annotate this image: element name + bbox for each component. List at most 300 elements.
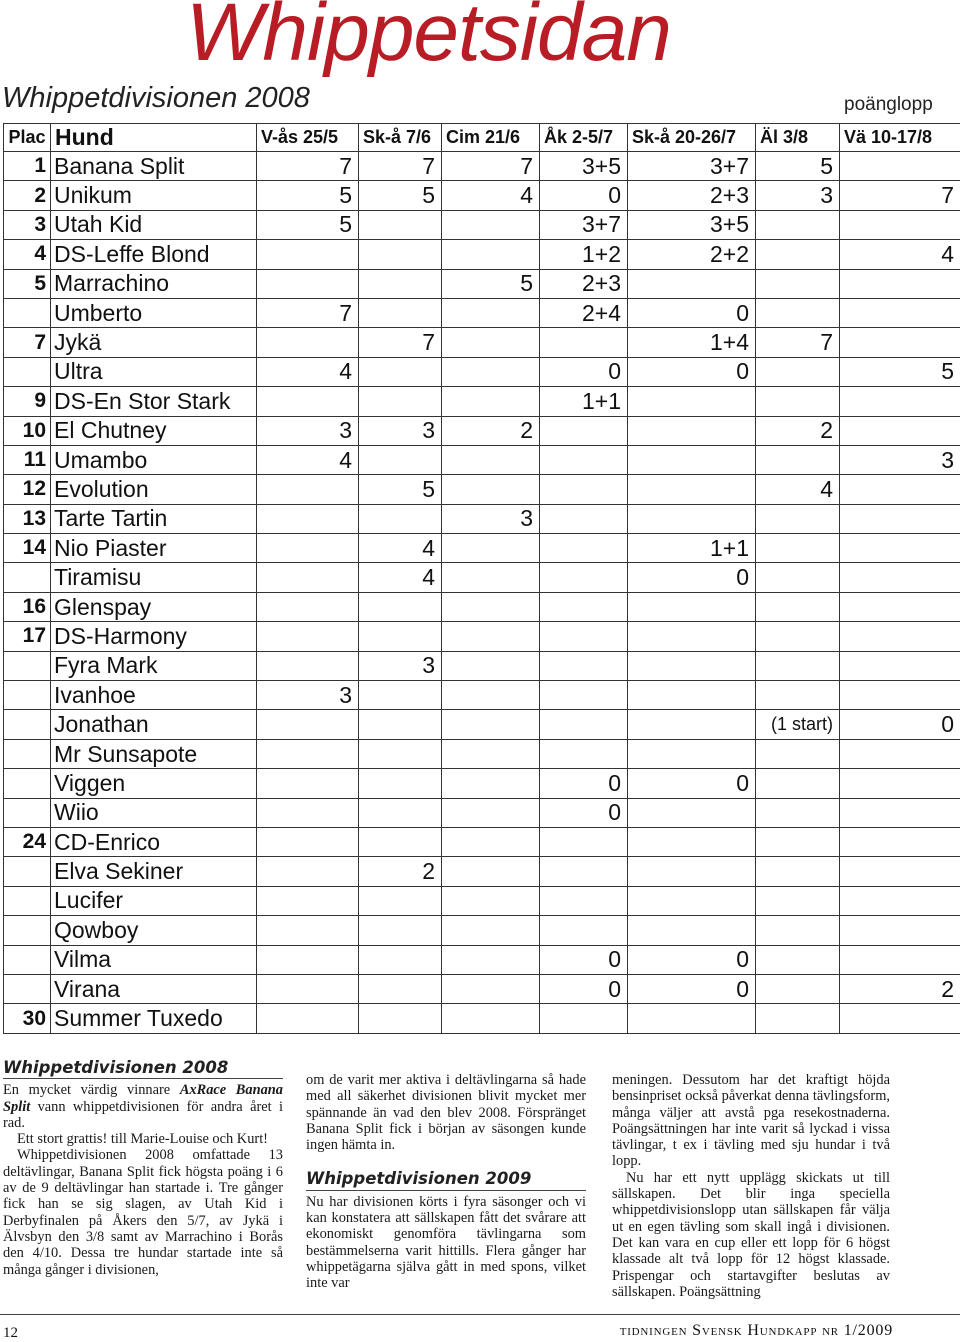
table-row <box>4 504 960 533</box>
table-row <box>4 387 960 416</box>
table-row <box>4 298 960 327</box>
table-row <box>4 886 960 915</box>
score-cell: 2 <box>442 416 540 445</box>
score-cell <box>756 886 840 915</box>
score-cell <box>628 416 756 445</box>
table-row <box>4 798 960 827</box>
score-cell: 3 <box>442 504 540 533</box>
score-cell <box>628 916 756 945</box>
score-cell <box>540 916 628 945</box>
score-cell <box>840 269 960 298</box>
score-cell: 7 <box>257 298 359 327</box>
score-cell <box>540 739 628 768</box>
dog-name-cell: Marrachino <box>51 269 257 298</box>
score-cell <box>756 445 840 474</box>
score-cell <box>359 298 442 327</box>
table-row <box>4 681 960 710</box>
score-cell <box>540 416 628 445</box>
score-cell <box>628 1004 756 1033</box>
score-cell: 3 <box>840 445 960 474</box>
page-subtitle: Whippetdivisionen 2008 <box>2 82 310 114</box>
score-cell <box>257 563 359 592</box>
score-cell <box>540 681 628 710</box>
dog-name-cell: Mr Sunsapote <box>51 739 257 768</box>
score-cell <box>442 974 540 1003</box>
article-column-1 <box>3 1060 283 1278</box>
text-run: En mycket värdig vinnare <box>3 1082 180 1099</box>
publication-name: tidningen Svensk Hundkapp nr 1/2009 <box>619 1322 893 1339</box>
masthead-title: Whippetsidan <box>186 0 671 78</box>
table-row <box>4 916 960 945</box>
column-header: V-ås 25/5 <box>257 124 359 152</box>
score-cell: 2+3 <box>628 181 756 210</box>
score-cell: 2 <box>840 974 960 1003</box>
column-header: Hund <box>51 124 257 152</box>
score-cell <box>840 152 960 181</box>
score-cell <box>359 504 442 533</box>
score-cell: 3+7 <box>540 210 628 239</box>
score-cell <box>756 387 840 416</box>
placement-cell: 4 <box>4 240 51 269</box>
article-heading: Whippetdivisionen 2009 <box>306 1171 586 1190</box>
article-heading: Whippetdivisionen 2008 <box>3 1060 283 1079</box>
score-cell <box>756 827 840 856</box>
placement-cell: 3 <box>4 210 51 239</box>
table-row <box>4 739 960 768</box>
score-cell: 0 <box>540 357 628 386</box>
score-cell <box>359 974 442 1003</box>
score-cell <box>628 387 756 416</box>
score-cell: 2+3 <box>540 269 628 298</box>
article-paragraph: meningen. Dessutom har det kraftigt höjda bensinpriset också påverkat denna tävlingsform, många väljer att avstå pga resekostnaderna. Poängsättningen har inte varit så lyckad i vissa tävlingar, t ex i tävling med sju hundar i två lopp. <box>612 1072 890 1170</box>
dog-name-cell: Nio Piaster <box>51 534 257 563</box>
score-cell <box>359 387 442 416</box>
score-cell: 0 <box>540 798 628 827</box>
score-cell <box>840 475 960 504</box>
score-cell <box>442 681 540 710</box>
placement-cell <box>4 710 51 739</box>
table-row <box>4 328 960 357</box>
column-header: Plac <box>4 124 51 152</box>
score-cell <box>756 974 840 1003</box>
score-cell <box>540 827 628 856</box>
placement-cell <box>4 563 51 592</box>
score-cell <box>756 798 840 827</box>
score-cell <box>628 445 756 474</box>
score-cell <box>540 328 628 357</box>
score-cell <box>840 416 960 445</box>
score-cell <box>756 592 840 621</box>
table-row <box>4 416 960 445</box>
column-header: Vä 10-17/8 <box>840 124 960 152</box>
score-cell <box>628 622 756 651</box>
score-cell <box>756 504 840 533</box>
score-cell: 0 <box>840 710 960 739</box>
score-cell <box>257 622 359 651</box>
dog-name-cell: Fyra Mark <box>51 651 257 680</box>
score-cell: 7 <box>359 152 442 181</box>
placement-cell <box>4 769 51 798</box>
table-row <box>4 857 960 886</box>
score-cell: 3 <box>359 416 442 445</box>
table-row <box>4 769 960 798</box>
score-cell <box>257 534 359 563</box>
table-row <box>4 651 960 680</box>
dog-name-cell: Wiio <box>51 798 257 827</box>
dog-name-cell: Banana Split <box>51 152 257 181</box>
table-row <box>4 152 960 181</box>
score-cell: 0 <box>628 357 756 386</box>
placement-cell <box>4 945 51 974</box>
score-cell <box>540 563 628 592</box>
table-row <box>4 240 960 269</box>
table-row <box>4 945 960 974</box>
score-cell <box>628 681 756 710</box>
score-cell <box>257 1004 359 1033</box>
score-cell: 5 <box>840 357 960 386</box>
score-cell <box>359 945 442 974</box>
dog-name-cell: Jonathan <box>51 710 257 739</box>
table-row <box>4 475 960 504</box>
dog-name-cell: Utah Kid <box>51 210 257 239</box>
dog-name-cell: El Chutney <box>51 416 257 445</box>
table-row <box>4 181 960 210</box>
column-header: Cim 21/6 <box>442 124 540 152</box>
score-cell <box>359 710 442 739</box>
article-paragraph: Nu har divisionen körts i fyra säsonger och vi kan konstatera att sällskapen fått det svårare att ekonomiskt genomföra tävlingarna som bestämmelserna varit hittills. Flera gånger har whippetägarna själva gått in med spons, vilket inte var <box>306 1193 586 1292</box>
score-cell: 4 <box>442 181 540 210</box>
score-cell <box>840 534 960 563</box>
score-cell: 5 <box>359 181 442 210</box>
score-cell <box>840 504 960 533</box>
score-cell: 4 <box>840 240 960 269</box>
article-paragraph: Nu har ett nytt upplägg skickats ut till sällskapen. Det blir inga speciella whippetdivisionslopp utan sällskapen får välja ut en egen tävling som skall ingå i divisionen. Det kan vara en cup eller ett lopp för 6 högst klassade alt två lopp för 12 högst klassade. Prispengar och startavgifter beslutas av sällskapen. Poängsättning <box>612 1169 890 1300</box>
score-cell <box>442 475 540 504</box>
score-cell <box>756 210 840 239</box>
score-cell <box>840 827 960 856</box>
dog-name-cell: CD-Enrico <box>51 827 257 856</box>
score-cell <box>756 622 840 651</box>
score-cell <box>442 622 540 651</box>
score-cell: 3+5 <box>540 152 628 181</box>
score-cell <box>840 622 960 651</box>
score-cell: 3 <box>359 651 442 680</box>
score-cell <box>442 387 540 416</box>
score-cell <box>257 857 359 886</box>
placement-cell <box>4 857 51 886</box>
placement-cell: 16 <box>4 592 51 621</box>
score-cell <box>756 916 840 945</box>
score-cell <box>257 886 359 915</box>
placement-cell: 11 <box>4 445 51 474</box>
score-cell <box>359 739 442 768</box>
dog-name-cell: DS-Leffe Blond <box>51 240 257 269</box>
score-cell <box>840 798 960 827</box>
score-cell <box>756 240 840 269</box>
score-cell: 4 <box>257 445 359 474</box>
placement-cell: 7 <box>4 328 51 357</box>
score-cell: 0 <box>628 945 756 974</box>
article-column-2 <box>306 1072 586 1292</box>
score-cell <box>756 357 840 386</box>
article-paragraph: Whippetdivisionen 2008 omfattade 13 deltävlingar, Banana Split fick högsta poäng i 6 av de 9 deltävlingar han startade i. Tre gånger fick han se sig slagen, av Utah Kid i Derbyfinalen på Åkers den 5/7, av Jykä i Älvsbyn den 3/8 samt av Marrachino i Borås den 4/10. Dessa tre hundar startade inte så många gånger i divisionen, <box>3 1147 283 1278</box>
placement-cell: 10 <box>4 416 51 445</box>
score-cell <box>359 240 442 269</box>
score-cell <box>628 651 756 680</box>
score-cell <box>540 857 628 886</box>
score-cell: 0 <box>628 298 756 327</box>
column-header: Åk 2-5/7 <box>540 124 628 152</box>
score-cell <box>756 681 840 710</box>
score-cell <box>442 210 540 239</box>
score-cell <box>540 651 628 680</box>
page-number: 12 <box>3 1325 18 1341</box>
score-cell <box>756 651 840 680</box>
score-cell: 1+1 <box>540 387 628 416</box>
score-cell: 4 <box>257 357 359 386</box>
score-cell <box>257 769 359 798</box>
article-paragraph: Ett stort grattis! till Marie-Louise och Kurt! <box>17 1131 268 1148</box>
score-cell <box>442 563 540 592</box>
score-cell <box>628 798 756 827</box>
score-cell <box>756 739 840 768</box>
emphasis-text: AxRace Banana Split <box>3 1082 284 1115</box>
score-cell: 7 <box>257 152 359 181</box>
score-cell <box>257 974 359 1003</box>
score-cell <box>257 269 359 298</box>
score-cell <box>442 886 540 915</box>
score-cell <box>628 857 756 886</box>
table-row <box>4 710 960 739</box>
score-cell: 7 <box>756 328 840 357</box>
placement-cell <box>4 651 51 680</box>
score-cell <box>359 592 442 621</box>
table-body <box>4 152 960 1034</box>
score-cell <box>257 827 359 856</box>
placement-cell <box>4 739 51 768</box>
score-cell <box>257 710 359 739</box>
score-cell <box>540 886 628 915</box>
score-cell: 2+4 <box>540 298 628 327</box>
table-row <box>4 534 960 563</box>
score-cell <box>840 563 960 592</box>
placement-cell: 14 <box>4 534 51 563</box>
score-cell <box>628 739 756 768</box>
score-cell <box>756 269 840 298</box>
score-cell <box>840 916 960 945</box>
score-cell <box>840 886 960 915</box>
score-cell: 2 <box>756 416 840 445</box>
dog-name-cell: DS-Harmony <box>51 622 257 651</box>
table-row <box>4 974 960 1003</box>
results-table <box>3 123 960 1034</box>
placement-cell <box>4 974 51 1003</box>
placement-cell: 17 <box>4 622 51 651</box>
table-row <box>4 563 960 592</box>
score-cell: 7 <box>442 152 540 181</box>
score-cell: 5 <box>257 181 359 210</box>
score-cell <box>756 534 840 563</box>
score-cell: 5 <box>756 152 840 181</box>
score-cell <box>442 827 540 856</box>
score-cell <box>442 798 540 827</box>
score-cell: 3 <box>257 416 359 445</box>
score-cell: 3 <box>257 681 359 710</box>
score-cell: 4 <box>359 563 442 592</box>
dog-name-cell: Tarte Tartin <box>51 504 257 533</box>
score-cell <box>628 269 756 298</box>
placement-cell: 9 <box>4 387 51 416</box>
dog-name-cell: Evolution <box>51 475 257 504</box>
column-header: Sk-å 7/6 <box>359 124 442 152</box>
score-cell <box>840 592 960 621</box>
score-cell <box>257 328 359 357</box>
score-cell <box>359 1004 442 1033</box>
placement-cell <box>4 298 51 327</box>
table-row <box>4 592 960 621</box>
score-cell: 1+2 <box>540 240 628 269</box>
score-cell: 5 <box>359 475 442 504</box>
score-cell <box>442 769 540 798</box>
score-cell <box>359 769 442 798</box>
score-cell: (1 start) <box>756 710 840 739</box>
score-cell <box>840 387 960 416</box>
score-cell <box>840 1004 960 1033</box>
column-header: Äl 3/8 <box>756 124 840 152</box>
score-cell <box>628 886 756 915</box>
dog-name-cell: Tiramisu <box>51 563 257 592</box>
placement-cell <box>4 916 51 945</box>
score-cell <box>628 592 756 621</box>
score-cell: 0 <box>540 769 628 798</box>
dog-name-cell: Umambo <box>51 445 257 474</box>
score-cell <box>257 798 359 827</box>
score-cell: 0 <box>628 974 756 1003</box>
score-cell: 3+5 <box>628 210 756 239</box>
dog-name-cell: Summer Tuxedo <box>51 1004 257 1033</box>
table-row <box>4 357 960 386</box>
score-cell <box>756 298 840 327</box>
score-cell: 2+2 <box>628 240 756 269</box>
dog-name-cell: Elva Sekiner <box>51 857 257 886</box>
score-cell <box>840 857 960 886</box>
placement-cell <box>4 886 51 915</box>
placement-cell: 12 <box>4 475 51 504</box>
dog-name-cell: Vilma <box>51 945 257 974</box>
score-cell <box>756 1004 840 1033</box>
score-cell <box>840 739 960 768</box>
score-cell <box>442 592 540 621</box>
score-cell <box>628 710 756 739</box>
article-paragraph <box>3 1082 283 1131</box>
score-cell <box>442 357 540 386</box>
score-cell <box>442 328 540 357</box>
placement-cell: 24 <box>4 827 51 856</box>
score-cell <box>540 1004 628 1033</box>
score-cell: 5 <box>442 269 540 298</box>
score-cell <box>257 739 359 768</box>
score-cell: 3 <box>756 181 840 210</box>
dog-name-cell: Ivanhoe <box>51 681 257 710</box>
score-cell <box>756 857 840 886</box>
score-cell <box>628 504 756 533</box>
score-cell <box>540 475 628 504</box>
score-cell <box>359 269 442 298</box>
score-cell: 1+4 <box>628 328 756 357</box>
placement-cell <box>4 798 51 827</box>
score-cell <box>257 240 359 269</box>
score-cell <box>628 827 756 856</box>
score-cell <box>257 475 359 504</box>
score-cell <box>540 445 628 474</box>
text-run: vann whippetdivisionen för andra året i rad. <box>3 1098 283 1131</box>
article-column-3 <box>612 1072 890 1300</box>
score-cell <box>257 651 359 680</box>
score-cell <box>540 592 628 621</box>
score-cell <box>257 387 359 416</box>
table-row <box>4 1004 960 1033</box>
score-cell <box>442 445 540 474</box>
score-cell <box>840 945 960 974</box>
placement-cell: 5 <box>4 269 51 298</box>
score-cell: 0 <box>540 945 628 974</box>
score-cell: 4 <box>359 534 442 563</box>
table-row <box>4 269 960 298</box>
score-cell: 4 <box>756 475 840 504</box>
table-row <box>4 445 960 474</box>
score-cell: 0 <box>540 974 628 1003</box>
score-cell <box>359 916 442 945</box>
score-cell <box>840 210 960 239</box>
score-cell <box>756 945 840 974</box>
score-cell: 0 <box>628 563 756 592</box>
score-cell <box>442 298 540 327</box>
score-cell <box>442 916 540 945</box>
placement-cell: 30 <box>4 1004 51 1033</box>
score-cell <box>540 622 628 651</box>
score-cell: 2 <box>359 857 442 886</box>
score-cell <box>442 945 540 974</box>
dog-name-cell: Ultra <box>51 357 257 386</box>
placement-cell: 13 <box>4 504 51 533</box>
score-cell <box>257 916 359 945</box>
dog-name-cell: Virana <box>51 974 257 1003</box>
dog-name-cell: Qowboy <box>51 916 257 945</box>
dog-name-cell: Lucifer <box>51 886 257 915</box>
placement-cell: 1 <box>4 152 51 181</box>
score-cell <box>840 651 960 680</box>
column-header: Sk-å 20-26/7 <box>628 124 756 152</box>
score-cell: 0 <box>540 181 628 210</box>
placement-cell <box>4 357 51 386</box>
score-cell <box>359 827 442 856</box>
score-cell <box>359 798 442 827</box>
score-cell <box>540 534 628 563</box>
score-cell <box>442 857 540 886</box>
score-cell <box>359 886 442 915</box>
placement-cell <box>4 681 51 710</box>
score-cell <box>442 1004 540 1033</box>
score-cell: 1+1 <box>628 534 756 563</box>
score-cell <box>359 681 442 710</box>
score-cell <box>257 504 359 533</box>
dog-name-cell: Umberto <box>51 298 257 327</box>
score-cell <box>756 563 840 592</box>
score-cell <box>257 945 359 974</box>
table-header-row <box>4 124 960 152</box>
dog-name-cell: Glenspay <box>51 592 257 621</box>
table-row <box>4 622 960 651</box>
